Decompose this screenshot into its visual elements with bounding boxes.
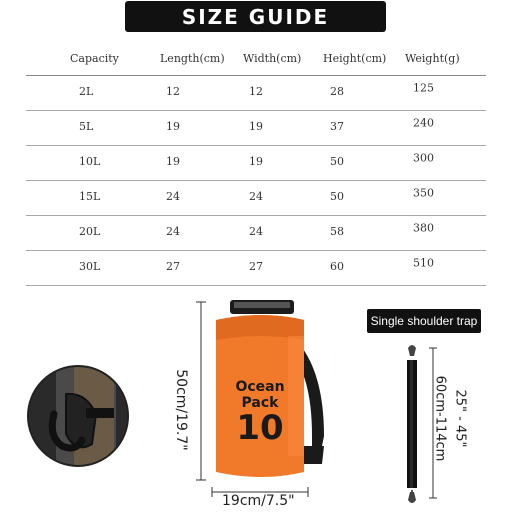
cell-weight: 300 (413, 151, 434, 165)
table-row (26, 216, 486, 251)
cell-height: 28 (330, 85, 344, 99)
strap-label: Single shoulder trap (367, 309, 481, 333)
cell-height: 50 (330, 155, 344, 169)
cell-weight: 125 (413, 81, 434, 95)
cell-length: 24 (166, 190, 180, 204)
table-row (26, 76, 486, 111)
cell-weight: 510 (413, 256, 434, 270)
cell-length: 27 (166, 260, 180, 274)
table-header-row (26, 42, 486, 76)
table-row (26, 146, 486, 181)
header-capacity: Capacity (70, 51, 119, 65)
cell-width: 19 (249, 120, 263, 134)
cell-capacity: 10L (79, 155, 101, 169)
cell-width: 12 (249, 85, 263, 99)
cell-height: 50 (330, 190, 344, 204)
cell-length: 19 (166, 120, 180, 134)
cell-height: 37 (330, 120, 344, 134)
cell-width: 27 (249, 260, 263, 274)
bag-size-label: 10 (236, 408, 284, 448)
cell-width: 24 (249, 225, 263, 239)
cell-width: 24 (249, 190, 263, 204)
dry-bag-image (200, 296, 340, 484)
size-guide-banner (125, 1, 386, 32)
header-weight: Weight(g) (405, 51, 460, 65)
table-row (26, 111, 486, 146)
table-row (26, 181, 486, 216)
strap-length-cm-label: 60cm-114cm (432, 375, 448, 462)
cell-capacity: 30L (79, 260, 101, 274)
table-row (26, 251, 486, 286)
height-label: 50cm/19.7" (173, 369, 189, 451)
cell-capacity: 20L (79, 225, 101, 239)
cell-capacity: 15L (79, 190, 101, 204)
cell-height: 60 (330, 260, 344, 274)
brand-line2: Pack (241, 395, 279, 411)
shoulder-strap-image (398, 344, 426, 504)
cell-weight: 350 (413, 186, 434, 200)
header-height: Height(cm) (323, 51, 387, 65)
cell-weight: 380 (413, 221, 434, 235)
cell-width: 19 (249, 155, 263, 169)
buckle-closeup-image (26, 364, 130, 468)
cell-capacity: 5L (79, 120, 94, 134)
cell-height: 58 (330, 225, 344, 239)
strap-length-in-label: 25" - 45" (452, 389, 468, 448)
cell-length: 19 (166, 155, 180, 169)
brand-line1: Ocean (235, 379, 285, 395)
size-table (26, 42, 486, 286)
header-width: Width(cm) (243, 51, 302, 65)
header-length: Length(cm) (160, 51, 225, 65)
cell-weight: 240 (413, 116, 434, 130)
cell-length: 24 (166, 225, 180, 239)
cell-length: 12 (166, 85, 180, 99)
size-guide-title: SIZE GUIDE (181, 4, 330, 29)
width-label: 19cm/7.5" (222, 493, 295, 509)
cell-capacity: 2L (79, 85, 94, 99)
